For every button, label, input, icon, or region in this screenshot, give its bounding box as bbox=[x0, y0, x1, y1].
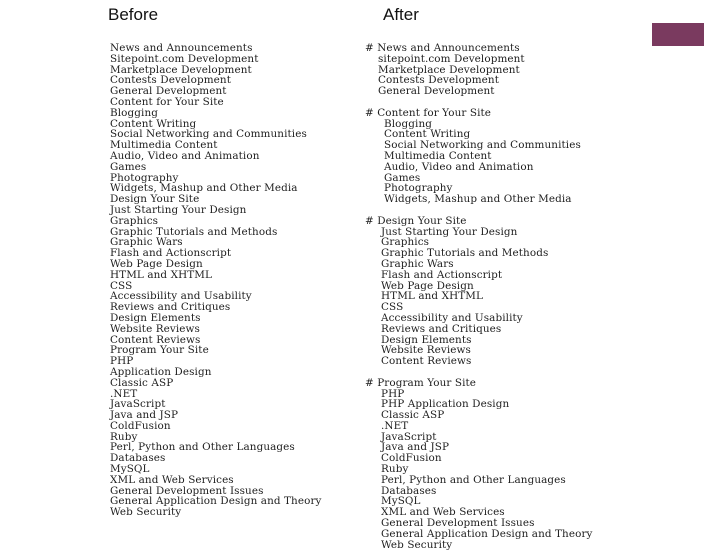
after-item: .NET bbox=[381, 419, 409, 432]
after-item: XML and Web Services bbox=[381, 506, 505, 519]
before-item: Games bbox=[110, 160, 147, 173]
after-item: General Development bbox=[378, 85, 495, 98]
after-item: Databases bbox=[381, 484, 437, 497]
after-item: Widgets, Mashup and Other Media bbox=[384, 193, 572, 206]
before-item: Graphic Wars bbox=[110, 236, 183, 249]
after-item: HTML and XHTML bbox=[381, 290, 484, 303]
after-item: Java and JSP bbox=[381, 441, 450, 454]
after-item: Content Reviews bbox=[381, 355, 472, 368]
after-list bbox=[365, 43, 592, 550]
before-item: Flash and Actionscript bbox=[110, 247, 232, 260]
before-item: Program Your Site bbox=[110, 344, 209, 357]
before-item: Blogging bbox=[110, 106, 158, 119]
after-group-title: # Program Your Site bbox=[365, 376, 477, 389]
before-item: .NET bbox=[110, 387, 138, 400]
before-item: Java and JSP bbox=[110, 409, 179, 422]
after-item: ColdFusion bbox=[381, 452, 442, 465]
before-item: Classic ASP bbox=[110, 376, 174, 389]
after-item: CSS bbox=[381, 301, 404, 314]
before-item: Perl, Python and Other Languages bbox=[110, 441, 295, 454]
before-item: PHP bbox=[110, 355, 134, 368]
after-item: Just Starting Your Design bbox=[381, 225, 518, 238]
after-item: PHP Application Design bbox=[381, 398, 510, 411]
before-item: Audio, Video and Animation bbox=[110, 149, 260, 162]
before-item: Design Elements bbox=[110, 311, 201, 324]
before-heading: Before bbox=[108, 5, 159, 24]
after-group-title: # Design Your Site bbox=[365, 214, 467, 227]
after-item: Blogging bbox=[384, 117, 432, 130]
after-item: Design Elements bbox=[381, 333, 472, 346]
before-item: Application Design bbox=[110, 365, 212, 378]
before-item: CSS bbox=[110, 279, 133, 292]
after-item: Website Reviews bbox=[381, 344, 471, 357]
before-item: Just Starting Your Design bbox=[110, 203, 247, 216]
before-item: Contests Development bbox=[110, 74, 231, 87]
before-item: Graphics bbox=[110, 214, 159, 227]
after-item: sitepoint.com Development bbox=[378, 52, 525, 65]
before-item: Social Networking and Communities bbox=[110, 128, 307, 141]
after-heading: After bbox=[383, 5, 419, 24]
before-item: Design Your Site bbox=[110, 193, 200, 206]
after-item: Marketplace Development bbox=[378, 63, 520, 76]
after-item: Web Page Design bbox=[381, 279, 474, 292]
after-item: PHP bbox=[381, 387, 405, 400]
after-item: General Development Issues bbox=[381, 517, 535, 530]
before-item: Multimedia Content bbox=[110, 139, 218, 152]
before-item: ColdFusion bbox=[110, 419, 171, 432]
after-item: Audio, Video and Animation bbox=[384, 160, 534, 173]
before-item: Content Writing bbox=[110, 117, 197, 130]
before-item: JavaScript bbox=[110, 398, 166, 411]
after-item: Ruby bbox=[381, 463, 409, 476]
before-item: General Development bbox=[110, 85, 227, 98]
before-item: MySQL bbox=[110, 463, 150, 476]
after-item: Multimedia Content bbox=[384, 149, 492, 162]
accent-block bbox=[652, 23, 704, 46]
after-item: Reviews and Critiques bbox=[381, 322, 502, 335]
before-item: Web Page Design bbox=[110, 257, 203, 270]
before-item: Photography bbox=[110, 171, 179, 184]
before-item: HTML and XHTML bbox=[110, 268, 213, 281]
before-item: XML and Web Services bbox=[110, 473, 234, 486]
after-group-title: # News and Announcements bbox=[365, 42, 520, 54]
before-item: Web Security bbox=[110, 506, 182, 519]
after-item: Graphic Wars bbox=[381, 257, 454, 270]
before-item: News and Announcements bbox=[110, 42, 253, 54]
after-group-title: # Content for Your Site bbox=[365, 106, 492, 119]
before-item: Accessibility and Usability bbox=[110, 290, 252, 303]
before-item: Reviews and Critiques bbox=[110, 301, 231, 314]
before-item: Content Reviews bbox=[110, 333, 201, 346]
after-item: Accessibility and Usability bbox=[381, 311, 523, 324]
before-item: Ruby bbox=[110, 430, 138, 443]
before-item: Content for Your Site bbox=[110, 95, 224, 108]
after-item: Contests Development bbox=[378, 74, 499, 87]
after-item: General Application Design and Theory bbox=[381, 527, 593, 540]
after-item: Content Writing bbox=[384, 128, 471, 141]
before-item: Widgets, Mashup and Other Media bbox=[110, 182, 298, 195]
after-item: Social Networking and Communities bbox=[384, 139, 581, 152]
after-item: Photography bbox=[384, 182, 453, 195]
after-item: MySQL bbox=[381, 495, 421, 508]
before-item: Databases bbox=[110, 452, 166, 465]
after-item: Perl, Python and Other Languages bbox=[381, 473, 566, 486]
after-item: JavaScript bbox=[381, 430, 437, 443]
before-item: Sitepoint.com Development bbox=[110, 52, 259, 65]
before-item: Graphic Tutorials and Methods bbox=[110, 225, 278, 238]
after-item: Games bbox=[384, 171, 421, 184]
after-item: Classic ASP bbox=[381, 409, 445, 422]
before-item: Marketplace Development bbox=[110, 63, 252, 76]
after-item: Flash and Actionscript bbox=[381, 268, 503, 281]
after-item: Graphics bbox=[381, 236, 430, 249]
after-item: Web Security bbox=[381, 538, 453, 551]
before-item: General Development Issues bbox=[110, 484, 264, 497]
before-list bbox=[110, 43, 321, 518]
after-item: Graphic Tutorials and Methods bbox=[381, 247, 549, 260]
before-item: General Application Design and Theory bbox=[110, 495, 322, 508]
before-item: Website Reviews bbox=[110, 322, 200, 335]
